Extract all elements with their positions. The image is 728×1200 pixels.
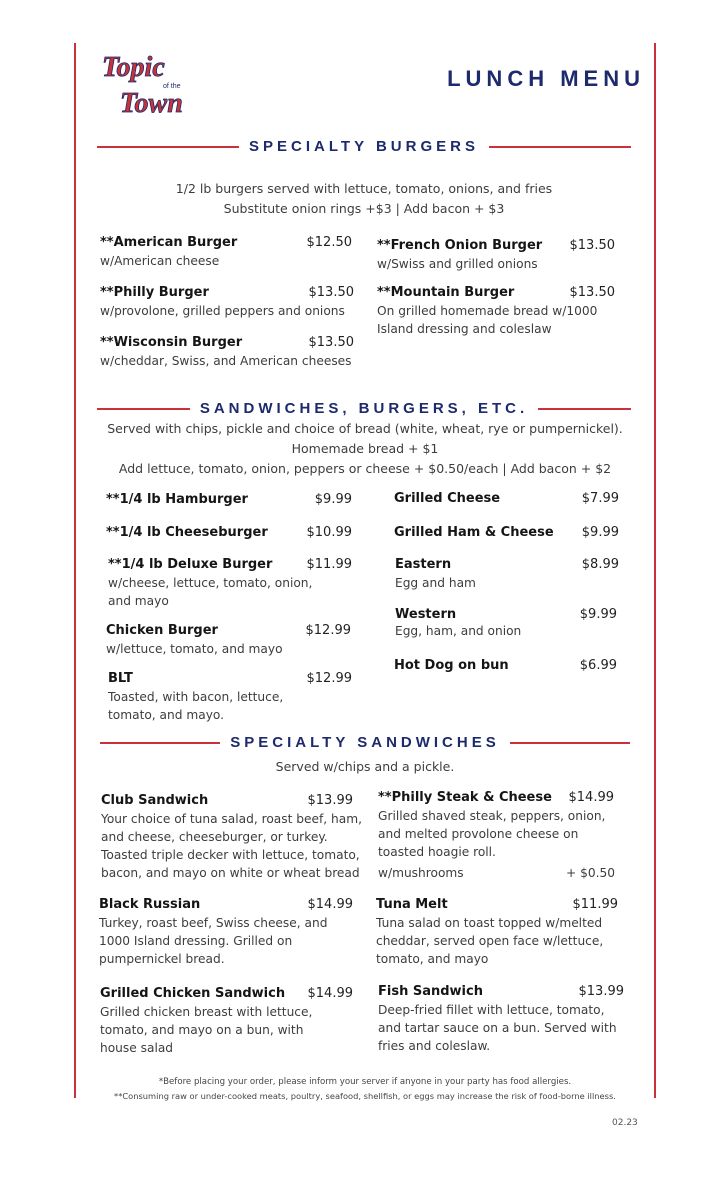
item-name: **Mountain Burger [377,285,515,300]
item-name: **1/4 lb Hamburger [106,492,248,507]
heading-rule-left [97,408,190,410]
section-title: SPECIALTY BURGERS [249,138,479,155]
menu-item [376,897,618,968]
item-description: w/American cheese [100,254,220,268]
raw-food-footnote: **Consuming raw or under-cooked meats, poultry, seafood, shellfish, or eggs may increase the risk of food-borne illness. [114,1091,616,1101]
item-name: Fish Sandwich [378,984,483,999]
item-description: Egg, ham, and onion [395,624,522,638]
left-border-line [74,43,76,1098]
item-description: Grilled shaved steak, peppers, onion, and melted provolone cheese on toasted hoagie roll. [378,809,606,859]
item-description: Turkey, roast beef, Swiss cheese, and 1000 Island dressing. Grilled on pumpernickel bread. [99,916,328,966]
item-description: w/cheddar, Swiss, and American cheeses [100,354,352,368]
sandwiches-intro-line: Homemade bread + $1 [291,441,439,456]
page-title: LUNCH MENU [447,66,645,91]
logo-word-of-the: of the [163,83,181,90]
item-name: Western [395,607,457,622]
heading-rule-right [489,146,631,148]
menu-item [377,285,615,338]
menu-item [108,671,352,724]
burgers-intro [97,179,631,219]
section-heading-specialty-sandwiches [100,734,630,751]
heading-rule-right [510,742,630,744]
heading-rule-left [97,146,239,148]
section-title: SANDWICHES, BURGERS, ETC. [199,400,529,417]
item-name: Grilled Cheese [394,491,501,506]
item-description: Deep-fried fillet with lettuce, tomato, and tartar sauce on a bun. Served with fries and coleslaw. [378,1003,617,1053]
addon-label: w/mushrooms [378,866,464,880]
right-border-line [654,43,656,1098]
item-price: $13.50 [569,238,615,253]
menu-item [108,557,352,610]
burgers-intro-line: 1/2 lb burgers served with lettuce, tomato, onions, and fries [175,181,553,196]
item-price: $12.99 [306,671,352,686]
item-name: **1/4 lb Cheeseburger [106,525,268,540]
item-price: $9.99 [581,525,619,540]
menu-item [101,793,362,882]
item-description: w/cheese, lettuce, tomato, onion, and mayo [108,576,313,608]
item-price: $9.99 [314,492,352,507]
menu-item [394,658,617,673]
item-price: $14.99 [307,986,353,1001]
menu-item [394,525,619,540]
item-price: $10.99 [306,525,352,540]
item-price: $9.99 [579,607,617,622]
item-price: $11.99 [572,897,618,912]
menu-item [106,525,352,540]
section-heading-specialty-burgers [97,138,631,155]
sandwiches-intro-line: Served with chips, pickle and choice of bread (white, wheat, rye or pumpernickel). [107,421,623,436]
item-name: BLT [108,671,133,686]
item-name: Grilled Chicken Sandwich [100,986,286,1001]
topic-of-the-town-logo [100,48,208,120]
item-price: $13.50 [308,335,354,350]
item-price: $13.99 [307,793,353,808]
menu-item [100,335,354,370]
sandwiches-intro [80,419,650,479]
item-price: $7.99 [581,491,619,506]
item-name: Grilled Ham & Cheese [394,525,554,540]
item-description: On grilled homemade bread w/1000 Island dressing and coleslaw [377,304,598,336]
item-price: $8.99 [581,557,619,572]
item-description: Egg and ham [395,576,476,590]
item-name: **Philly Steak & Cheese [378,790,552,805]
burgers-intro-line: Substitute onion rings +$3 | Add bacon + $3 [223,201,505,216]
item-name: Chicken Burger [106,623,218,638]
item-name: Eastern [395,557,452,572]
item-price: $12.50 [306,235,352,250]
allergy-footnote: *Before placing your order, please inform your server if anyone in your party has food allergies. [158,1077,572,1087]
item-description: w/lettuce, tomato, and mayo [106,642,283,656]
menu-item [106,623,351,658]
section-heading-sandwiches [97,400,631,417]
item-name: **French Onion Burger [377,238,543,253]
menu-item [395,557,619,592]
logo-word-town: Town [120,88,183,119]
section-title: SPECIALTY SANDWICHES [230,734,500,751]
item-description: Tuna salad on toast topped w/melted cheddar, served open face w/lettuce, tomato, and mayo [376,916,604,966]
item-name: **American Burger [100,235,238,250]
item-price: $6.99 [579,658,617,673]
item-name: Hot Dog on bun [394,658,509,673]
menu-item [106,492,352,507]
menu-version-code: 02.23 [612,1118,638,1128]
heading-rule-left [100,742,220,744]
item-name: **1/4 lb Deluxe Burger [108,557,273,572]
item-description: Toasted, with bacon, lettuce, tomato, and mayo. [108,690,284,722]
item-price: $13.50 [569,285,615,300]
menu-item [394,491,619,506]
item-price: $14.99 [568,790,614,805]
menu-item [378,790,614,861]
item-name: Club Sandwich [101,793,209,808]
sandwiches-intro-line: Add lettuce, tomato, onion, peppers or cheese + $0.50/each | Add bacon + $2 [118,461,612,476]
item-name: Black Russian [99,897,201,912]
item-name: Tuna Melt [376,897,448,912]
heading-rule-right [538,408,631,410]
item-price: $12.99 [305,623,351,638]
item-description: Grilled chicken breast with lettuce, tomato, and mayo on a bun, with house salad [100,1005,313,1055]
menu-item [377,238,615,273]
item-name: **Wisconsin Burger [100,335,243,350]
addon-price: + $0.50 [566,866,615,880]
item-description: w/provolone, grilled peppers and onions [100,304,345,318]
item-price: $11.99 [306,557,352,572]
item-price: $13.50 [308,285,354,300]
menu-item [378,984,624,1055]
logo-word-topic: Topic [102,52,165,83]
specialty-sandwiches-intro: Served w/chips and a pickle. [275,759,455,774]
menu-item [100,986,353,1057]
item-price: $14.99 [307,897,353,912]
item-price: $13.99 [578,984,624,999]
menu-item [99,897,353,968]
menu-item [100,235,352,270]
menu-item [395,607,617,640]
item-description: w/Swiss and grilled onions [377,257,538,271]
menu-item [100,285,354,320]
item-description: Your choice of tuna salad, roast beef, ham, and cheese, cheeseburger, or turkey. Toasted triple decker with lettuce, tomato, bacon, and mayo on white or wheat bread [101,812,362,880]
item-name: **Philly Burger [100,285,209,300]
